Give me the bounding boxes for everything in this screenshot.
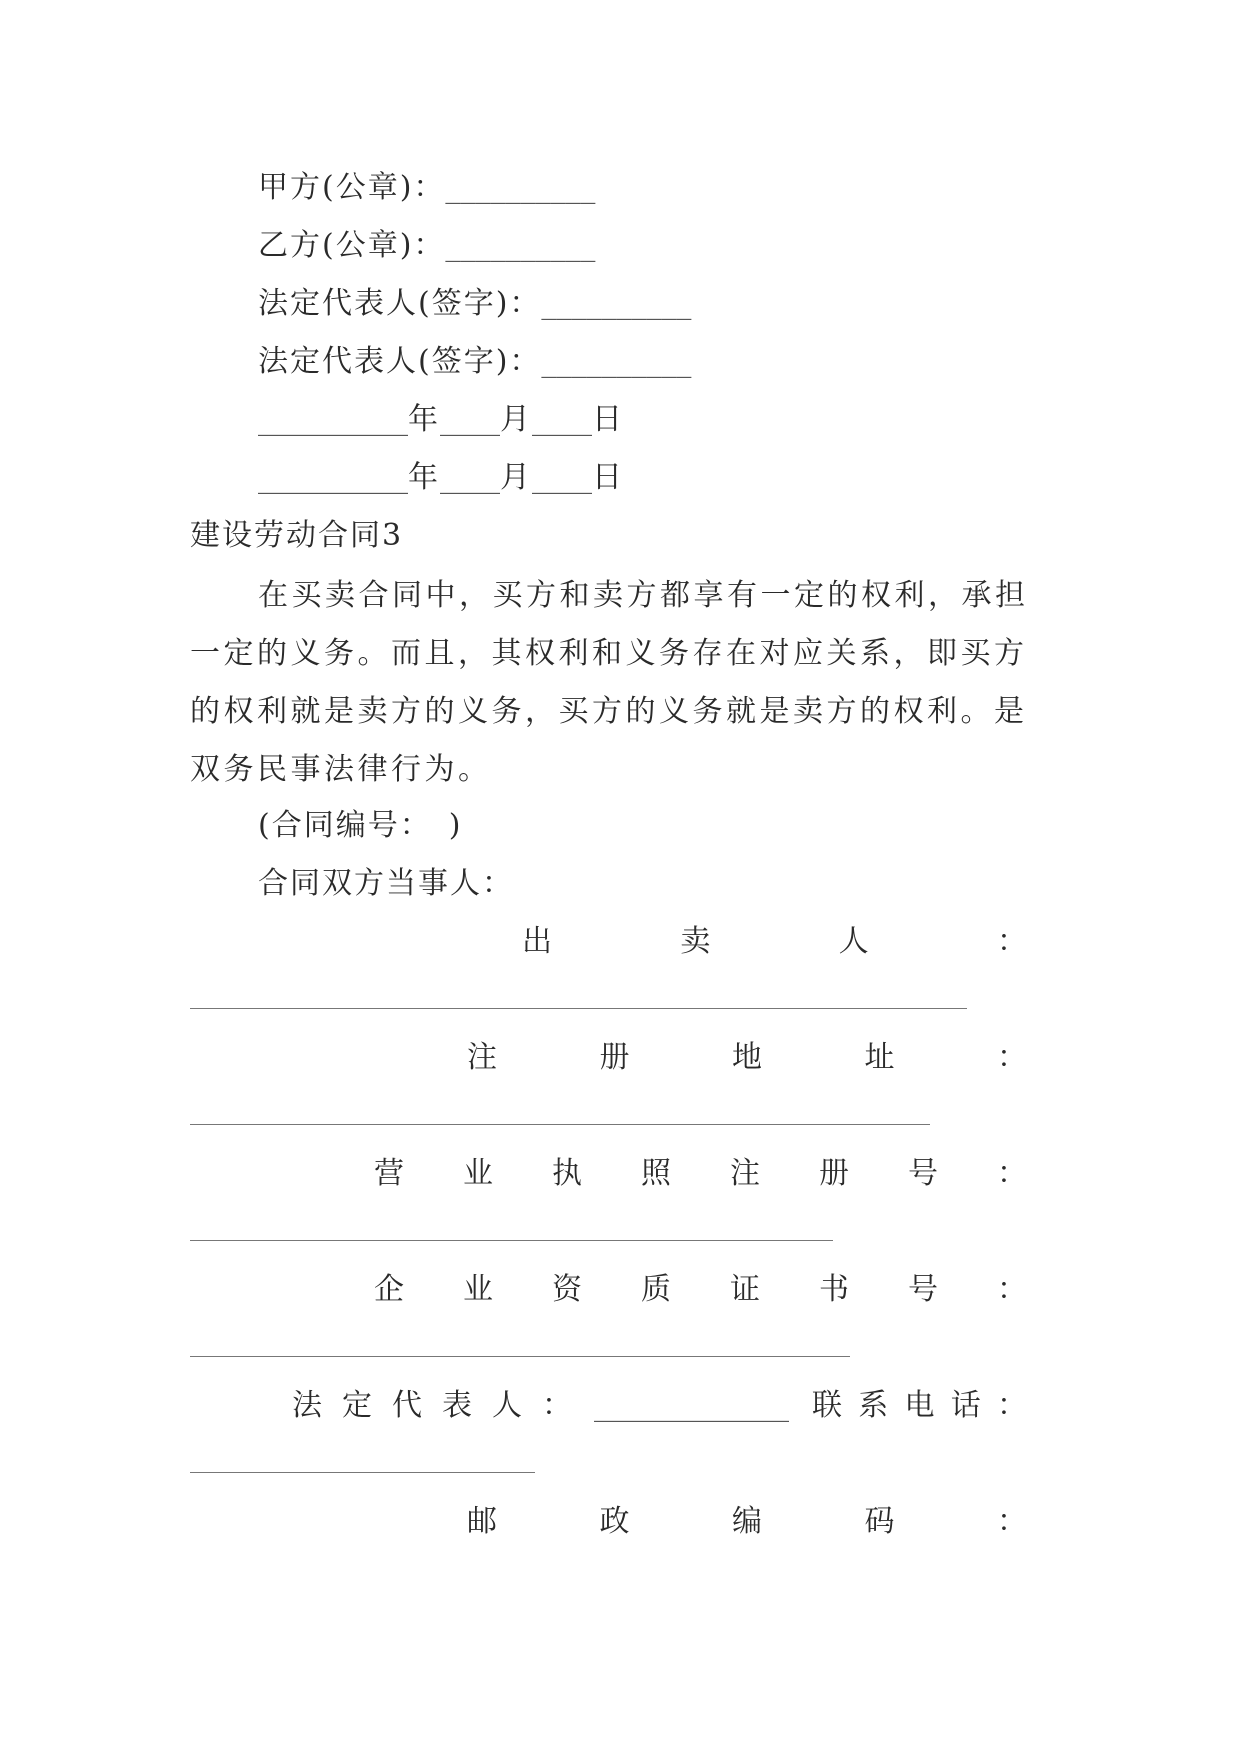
address-char: 地 — [732, 1040, 762, 1075]
party-b-seal-line — [258, 226, 595, 266]
party-a-rep-line — [258, 284, 691, 324]
phone-label — [812, 1386, 1027, 1426]
party-b-seal-blank[interactable]: __________ — [445, 228, 596, 263]
party-a-seal-blank[interactable]: __________ — [445, 170, 596, 205]
address-char: 注 — [467, 1040, 497, 1075]
section-title: 建设劳动合同3 — [190, 518, 404, 553]
seller-char: 人 — [838, 924, 869, 959]
legal-rep-char: 定 — [342, 1388, 372, 1423]
legal-rep-colon: ： — [542, 1388, 572, 1423]
license-char: 注 — [730, 1156, 760, 1191]
address-field — [467, 1038, 1027, 1078]
postcode-char: 编 — [732, 1504, 762, 1539]
address-colon: ： — [997, 1040, 1027, 1075]
seller-char: 出 — [522, 924, 552, 959]
postcode-char: 政 — [599, 1504, 630, 1539]
license-char: 号 — [908, 1156, 938, 1191]
date-line-b — [258, 458, 624, 498]
license-char: 营 — [374, 1156, 404, 1191]
party-a-rep-blank[interactable]: __________ — [541, 286, 692, 321]
year-label: 年 — [408, 402, 440, 437]
party-a-seal-label: 甲方(公章)： — [258, 170, 446, 205]
qualification-field — [374, 1270, 1027, 1310]
year-blank[interactable]: __________ — [258, 402, 408, 437]
legal-rep-char: 法 — [292, 1388, 322, 1423]
day-blank[interactable]: ____ — [532, 460, 592, 495]
postcode-char: 码 — [864, 1504, 895, 1539]
legal-rep-label — [292, 1386, 572, 1426]
license-field — [374, 1154, 1027, 1194]
day-label: 日 — [592, 460, 624, 495]
phone-char: 联 — [812, 1388, 842, 1423]
legal-rep-char: 人 — [492, 1388, 522, 1423]
seller-field — [522, 922, 1027, 962]
seller-blank-line[interactable] — [190, 1008, 967, 1009]
qualification-char: 质 — [641, 1272, 671, 1307]
qualification-char: 号 — [908, 1272, 938, 1307]
phone-colon: ： — [997, 1388, 1027, 1423]
legal-rep-blank[interactable]: _____________ — [594, 1388, 789, 1423]
date-line-a — [258, 400, 624, 440]
month-blank[interactable]: ____ — [440, 460, 500, 495]
party-b-rep-label: 法定代表人(签字)： — [258, 344, 542, 379]
qualification-char: 书 — [819, 1272, 849, 1307]
license-char: 册 — [819, 1156, 849, 1191]
postcode-char: 邮 — [467, 1504, 497, 1539]
contract-number: (合同编号： ) — [258, 808, 463, 843]
seller-char: 卖 — [680, 924, 711, 959]
party-a-rep-label: 法定代表人(签字)： — [258, 286, 542, 321]
address-char: 址 — [864, 1040, 895, 1075]
postcode-colon: ： — [997, 1504, 1027, 1539]
seller-colon: ： — [996, 924, 1027, 959]
license-char: 业 — [463, 1156, 493, 1191]
party-b-seal-label: 乙方(公章)： — [258, 228, 446, 263]
phone-char: 电 — [904, 1388, 935, 1423]
party-a-seal-line — [258, 168, 595, 208]
parties-heading: 合同双方当事人： — [258, 866, 514, 901]
qualification-colon: ： — [997, 1272, 1027, 1307]
qualification-char: 资 — [552, 1272, 582, 1307]
year-label: 年 — [408, 460, 440, 495]
qualification-blank-line[interactable] — [190, 1356, 850, 1357]
postcode-field — [467, 1502, 1027, 1542]
party-b-rep-blank[interactable]: __________ — [541, 344, 692, 379]
intro-paragraph: 在买卖合同中，买方和卖方都享有一定的权利，承担一定的义务。而且，其权利和义务存在对应关系，即买方的权利就是卖方的义务，买方的义务就是卖方的权利。是双务民事法律行为。 — [190, 578, 1029, 787]
address-char: 册 — [599, 1040, 630, 1075]
month-label: 月 — [500, 460, 532, 495]
legal-rep-char: 代 — [392, 1388, 422, 1423]
phone-blank-line[interactable] — [190, 1472, 535, 1473]
day-label: 日 — [592, 402, 624, 437]
month-blank[interactable]: ____ — [440, 402, 500, 437]
phone-char: 话 — [950, 1388, 981, 1423]
party-b-rep-line — [258, 342, 691, 382]
month-label: 月 — [500, 402, 532, 437]
license-char: 照 — [641, 1156, 671, 1191]
day-blank[interactable]: ____ — [532, 402, 592, 437]
address-blank-line[interactable] — [190, 1124, 930, 1125]
qualification-char: 证 — [730, 1272, 760, 1307]
qualification-char: 企 — [374, 1272, 404, 1307]
license-char: 执 — [552, 1156, 582, 1191]
qualification-char: 业 — [463, 1272, 493, 1307]
license-colon: ： — [997, 1156, 1027, 1191]
license-blank-line[interactable] — [190, 1240, 833, 1241]
year-blank[interactable]: __________ — [258, 460, 408, 495]
phone-char: 系 — [858, 1388, 889, 1423]
legal-rep-char: 表 — [442, 1388, 472, 1423]
